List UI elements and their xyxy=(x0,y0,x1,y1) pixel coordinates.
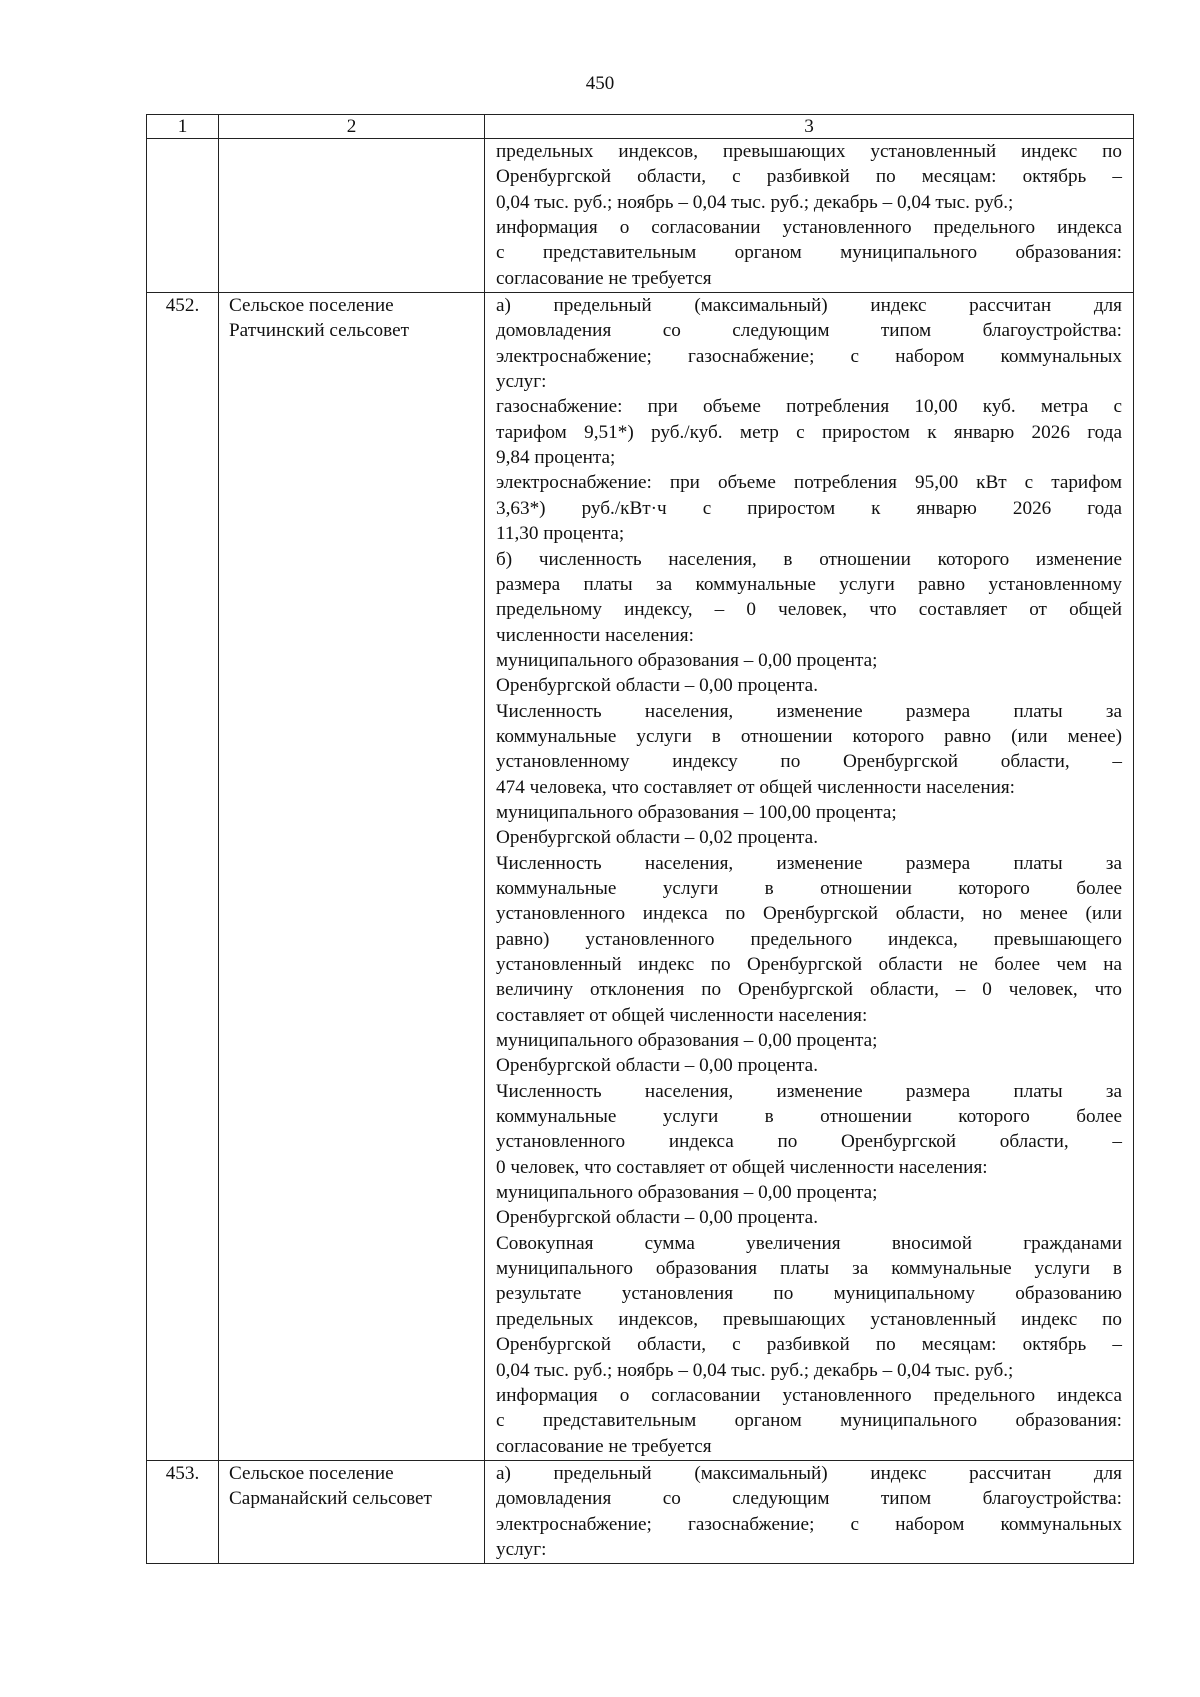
description-line: результате установления по муниципальному образованию xyxy=(496,1283,1122,1305)
settlement-name-line: Ратчинский сельсовет xyxy=(229,320,409,342)
description-line: установленному индексу по Оренбургской области, – xyxy=(496,751,1122,773)
row-number-cell xyxy=(147,139,219,293)
description-line: Оренбургской области – 0,00 процента. xyxy=(496,1055,818,1077)
description-line: с представительным органом муниципального образования: xyxy=(496,1410,1122,1432)
description-line: численности населения: xyxy=(496,624,694,646)
description-line: Численность населения, изменение размера платы за xyxy=(496,1080,1122,1102)
description-line: коммунальные услуги в отношении которого более xyxy=(496,1106,1122,1128)
description-line: муниципального образования – 0,00 процента; xyxy=(496,649,878,671)
document-table xyxy=(146,114,1134,1564)
description-line: домовладения со следующим типом благоустройства: xyxy=(496,1488,1122,1510)
description-line: информация о согласовании установленного предельного индекса xyxy=(496,217,1122,239)
description-cell xyxy=(485,1460,1134,1563)
description-line: установленный индекс по Оренбургской области не более чем на xyxy=(496,954,1122,975)
description-line: установленного индекса по Оренбургской области, но менее (или xyxy=(496,903,1122,925)
description-line: Оренбургской области, с разбивкой по месяцам: октябрь – xyxy=(496,1334,1122,1356)
description-line: коммунальные услуги в отношении которого равно (или менее) xyxy=(496,725,1122,747)
description-line: Совокупная сумма увеличения вносимой гражданами xyxy=(496,1232,1122,1254)
table-body xyxy=(147,115,1134,1564)
description-line: б) численность населения, в отношении которого изменение xyxy=(496,548,1122,570)
column-header-2: 2 xyxy=(219,115,485,139)
description-line: 0,04 тыс. руб.; ноябрь – 0,04 тыс. руб.; декабрь – 0,04 тыс. руб.; xyxy=(496,191,1014,213)
column-header-1: 1 xyxy=(147,115,219,139)
description-line: муниципального образования платы за коммунальные услуги в xyxy=(496,1258,1122,1280)
settlement-name-line: Сарманайский сельсовет xyxy=(229,1488,432,1510)
description-line: тарифом 9,51*) руб./куб. метр с приростом к январю 2026 года xyxy=(496,421,1122,443)
description-line: а) предельный (максимальный) индекс рассчитан для xyxy=(496,1462,1122,1484)
description-line: Оренбургской области – 0,02 процента. xyxy=(496,827,818,849)
description-line: коммунальные услуги в отношении которого более xyxy=(496,877,1122,899)
settlement-name-cell xyxy=(219,293,485,1461)
description-line: 9,84 процента; xyxy=(496,447,616,469)
description-line: Численность населения, изменение размера платы за xyxy=(496,700,1122,722)
description-line: согласование не требуется xyxy=(496,1435,712,1457)
description-line: муниципального образования – 0,00 процента; xyxy=(496,1030,878,1052)
description-cell xyxy=(485,293,1134,1461)
description-line: Численность населения, изменение размера платы за xyxy=(496,852,1122,874)
description-line: электроснабжение: при объеме потребления 95,00 кВт с тарифом xyxy=(496,472,1122,494)
description-line: электроснабжение; газоснабжение; с набором коммунальных xyxy=(496,1513,1122,1535)
description-line: величину отклонения по Оренбургской области, – 0 человек, что xyxy=(496,979,1122,1001)
description-line: предельных индексов, превышающих установленный индекс по xyxy=(496,141,1122,162)
description-line: муниципального образования – 0,00 процента; xyxy=(496,1182,878,1204)
description-line: услуг: xyxy=(496,371,547,393)
column-header-3: 3 xyxy=(485,115,1134,139)
description-line: услуг: xyxy=(496,1538,547,1560)
description-line: а) предельный (максимальный) индекс рассчитан для xyxy=(496,295,1122,317)
table-row xyxy=(147,139,1134,293)
description-cell xyxy=(485,139,1134,293)
description-line: равно) установленного предельного индекса, превышающего xyxy=(496,928,1122,950)
description-line: газоснабжение: при объеме потребления 10,00 куб. метра с xyxy=(496,396,1122,418)
description-line: размера платы за коммунальные услуги равно установленному xyxy=(496,573,1122,595)
settlement-name-cell xyxy=(219,1460,485,1563)
description-line: домовладения со следующим типом благоустройства: xyxy=(496,320,1122,342)
description-line: установленного индекса по Оренбургской области, – xyxy=(496,1131,1122,1153)
row-number: 453. xyxy=(165,1462,200,1484)
description-line: 0,04 тыс. руб.; ноябрь – 0,04 тыс. руб.; декабрь – 0,04 тыс. руб.; xyxy=(496,1359,1014,1381)
settlement-name-line: Сельское поселение xyxy=(229,295,394,317)
table-row xyxy=(147,293,1134,1461)
description-line: предельному индексу, – 0 человек, что составляет от общей xyxy=(496,599,1122,621)
description-line: 3,63*) руб./кВт·ч с приростом к январю 2026 года xyxy=(496,497,1122,519)
description-line: с представительным органом муниципального образования: xyxy=(496,242,1122,264)
row-number: 452. xyxy=(165,295,200,317)
row-number-cell xyxy=(147,293,219,1461)
description-line: 0 человек, что составляет от общей численности населения: xyxy=(496,1156,988,1178)
settlement-name-cell xyxy=(219,139,485,293)
description-line: 474 человека, что составляет от общей численности населения: xyxy=(496,776,1016,798)
table-row xyxy=(147,1460,1134,1563)
description-line: Оренбургской области – 0,00 процента. xyxy=(496,675,818,697)
page-number: 450 xyxy=(585,73,615,94)
description-line: Оренбургской области, с разбивкой по месяцам: октябрь – xyxy=(496,166,1122,188)
description-line: муниципального образования – 100,00 процента; xyxy=(496,801,897,823)
description-line: электроснабжение; газоснабжение; с набором коммунальных xyxy=(496,345,1122,367)
table-header-row xyxy=(147,115,1134,139)
row-number-cell xyxy=(147,1460,219,1563)
description-line: информация о согласовании установленного предельного индекса xyxy=(496,1384,1122,1406)
description-line: Оренбургской области – 0,00 процента. xyxy=(496,1207,818,1229)
description-line: согласование не требуется xyxy=(496,267,712,289)
settlement-name-line: Сельское поселение xyxy=(229,1462,394,1484)
description-line: составляет от общей численности населения: xyxy=(496,1004,868,1026)
description-line: предельных индексов, превышающих установленный индекс по xyxy=(496,1308,1122,1330)
description-line: 11,30 процента; xyxy=(496,523,625,545)
